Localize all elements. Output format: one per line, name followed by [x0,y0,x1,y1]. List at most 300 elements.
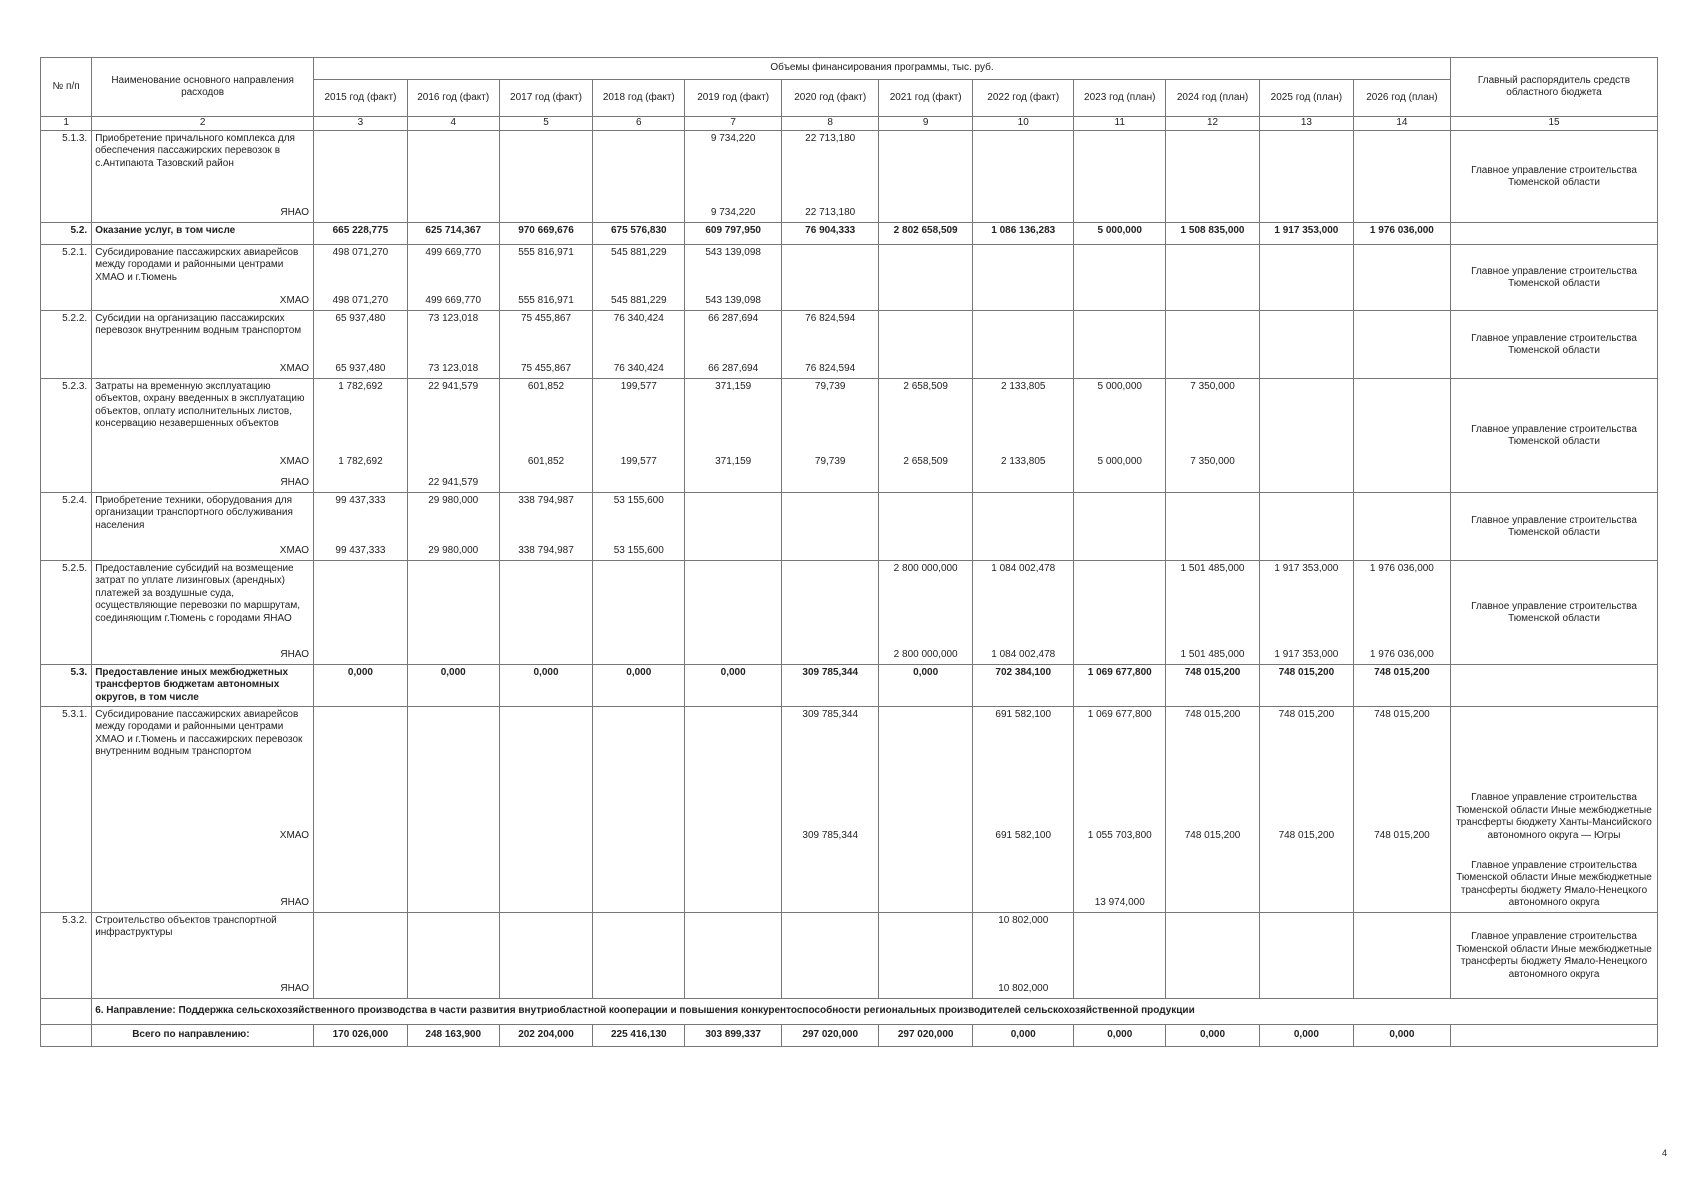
value-cell: 1 782,692 [314,378,408,450]
value-cell: 7 350,000 [1166,378,1260,450]
value-cell: 609 797,950 [685,222,782,244]
value-cell: 0,000 [685,664,782,706]
value-cell [407,952,499,998]
value-cell: 691 582,100 [973,706,1074,778]
value-cell [879,912,973,952]
header-year: 2023 год (план) [1074,80,1166,117]
value-cell: 675 576,830 [593,222,685,244]
row-name: Затраты на временную эксплуатацию объектов, охрану введенных в эксплуатацию объектов, оплату исполнительных листов, консервацию незавершенных объектов [92,378,314,450]
value-cell: 1 782,692 [314,450,408,470]
value-cell [1166,540,1260,560]
row-number: 5.2.4. [41,492,92,560]
value-cell: 2 658,509 [879,378,973,450]
row-number: 5.1.3. [41,130,92,222]
value-cell [1259,470,1353,492]
section-heading: 6. Направление: Поддержка сельскохозяйственного производства в части развития внутриобластной кооперации и повышения конкурентоспособности региональных производителей сельскохозяйственной продукции [92,998,1658,1024]
header-year: 2017 год (факт) [499,80,593,117]
value-cell: 601,852 [499,378,593,450]
value-cell: 338 794,987 [499,492,593,540]
value-cell [879,358,973,378]
region-label: ХМАО [92,540,314,560]
value-cell: 7 350,000 [1166,450,1260,470]
value-cell: 691 582,100 [973,778,1074,844]
value-cell [782,492,879,540]
region-label: ХМАО [92,778,314,844]
value-cell: 199,577 [593,450,685,470]
value-cell [1166,470,1260,492]
page-number: 4 [1661,1148,1667,1158]
value-cell: 499 669,770 [407,244,499,290]
column-number: 3 [314,117,408,131]
value-cell [1353,952,1450,998]
value-cell [1166,200,1260,222]
column-number: 4 [407,117,499,131]
value-cell [314,706,408,778]
value-cell [407,560,499,644]
value-cell [1353,358,1450,378]
distributor-cell: Главное управление строительства Тюменской области Иные межбюджетные трансферты бюджету Ямало-Ненецкого автономного округа [1451,844,1658,912]
value-cell [1259,450,1353,470]
value-cell [593,844,685,912]
value-cell [1166,290,1260,310]
value-cell [314,560,408,644]
row-name: Субсидирование пассажирских авиарейсов между городами и районными центрами ХМАО и г.Тюмень [92,244,314,290]
value-cell: 1 501 485,000 [1166,644,1260,664]
value-cell: 5 000,000 [1074,378,1166,450]
column-number: 5 [499,117,593,131]
row-name: Субсидирование пассажирских авиарейсов между городами и районными центрами ХМАО и г.Тюмень и пассажирских перевозок внутренним водным транспортом [92,706,314,778]
value-cell [1259,310,1353,358]
value-cell [973,200,1074,222]
value-cell [1074,912,1166,952]
value-cell [1166,492,1260,540]
value-cell: 543 139,098 [685,244,782,290]
value-cell: 1 069 677,800 [1074,664,1166,706]
value-cell: 309 785,344 [782,664,879,706]
value-cell: 309 785,344 [782,778,879,844]
value-cell [973,540,1074,560]
value-cell [1074,470,1166,492]
header-distributor: Главный распорядитель средств областного бюджета [1451,58,1658,117]
value-cell [593,644,685,664]
row-number: 5.2.2. [41,310,92,378]
value-cell [782,844,879,912]
column-number: 13 [1259,117,1353,131]
value-cell: 0,000 [1074,1024,1166,1046]
value-cell [593,200,685,222]
value-cell [685,844,782,912]
value-cell [973,470,1074,492]
value-cell [685,492,782,540]
header-name: Наименование основного направления расходов [92,58,314,117]
value-cell [973,244,1074,290]
row-number: 5.3.2. [41,912,92,998]
value-cell: 371,159 [685,450,782,470]
value-cell: 748 015,200 [1166,664,1260,706]
value-cell [1353,130,1450,200]
region-label: ЯНАО [92,644,314,664]
value-cell [782,244,879,290]
value-cell: 10 802,000 [973,952,1074,998]
value-cell [879,844,973,912]
value-cell: 601,852 [499,450,593,470]
value-cell [314,200,408,222]
value-cell [973,492,1074,540]
value-cell: 170 026,000 [314,1024,408,1046]
value-cell [685,560,782,644]
value-cell: 555 816,971 [499,244,593,290]
value-cell [1353,912,1450,952]
value-cell: 76 824,594 [782,310,879,358]
value-cell: 702 384,100 [973,664,1074,706]
value-cell: 297 020,000 [879,1024,973,1046]
value-cell [407,200,499,222]
distributor-cell: Главное управление строительства Тюменской области Иные межбюджетные трансферты бюджету Ханты-Мансийского автономного округа — Югры [1451,778,1658,844]
value-cell [782,470,879,492]
value-cell [1353,450,1450,470]
value-cell [1074,644,1166,664]
value-cell: 1 501 485,000 [1166,560,1260,644]
value-cell [499,560,593,644]
value-cell [407,130,499,200]
column-number: 14 [1353,117,1450,131]
value-cell [1074,310,1166,358]
value-cell: 499 669,770 [407,290,499,310]
value-cell [1259,540,1353,560]
value-cell [314,844,408,912]
value-cell: 76 340,424 [593,310,685,358]
column-number: 15 [1451,117,1658,131]
value-cell [973,358,1074,378]
value-cell: 1 069 677,800 [1074,706,1166,778]
row-number: 5.3. [41,664,92,706]
header-year: 2021 год (факт) [879,80,973,117]
value-cell [407,644,499,664]
value-cell [879,706,973,778]
value-cell [879,492,973,540]
value-cell [879,540,973,560]
region-label: ХМАО [92,450,314,470]
value-cell [1074,130,1166,200]
row-name: Оказание услуг, в том числе [92,222,314,244]
value-cell: 99 437,333 [314,540,408,560]
value-cell: 748 015,200 [1166,706,1260,778]
value-cell [685,778,782,844]
value-cell: 5 000,000 [1074,222,1166,244]
value-cell [593,778,685,844]
value-cell: 2 800 000,000 [879,560,973,644]
distributor-cell: Главное управление строительства Тюменской области [1451,244,1658,310]
region-label: ЯНАО [92,844,314,912]
value-cell: 0,000 [973,1024,1074,1046]
value-cell [1259,358,1353,378]
value-cell [499,200,593,222]
value-cell [499,470,593,492]
value-cell [1074,244,1166,290]
value-cell [1353,540,1450,560]
value-cell: 22 941,579 [407,470,499,492]
value-cell [314,912,408,952]
value-cell: 1 917 353,000 [1259,222,1353,244]
value-cell: 10 802,000 [973,912,1074,952]
value-cell: 65 937,480 [314,358,408,378]
value-cell: 543 139,098 [685,290,782,310]
value-cell: 76 340,424 [593,358,685,378]
row-name: Субсидии на организацию пассажирских перевозок внутренним водным транспортом [92,310,314,358]
value-cell [1074,560,1166,644]
value-cell [314,952,408,998]
value-cell [685,540,782,560]
value-cell [593,470,685,492]
value-cell: 73 123,018 [407,310,499,358]
distributor-cell: Главное управление строительства Тюменской области [1451,560,1658,664]
column-number: 6 [593,117,685,131]
value-cell: 1 086 136,283 [973,222,1074,244]
value-cell: 29 980,000 [407,492,499,540]
column-number: 8 [782,117,879,131]
value-cell: 498 071,270 [314,244,408,290]
value-cell [879,130,973,200]
region-label: ЯНАО [92,200,314,222]
value-cell [499,778,593,844]
row-name: Всего по направлению: [92,1024,314,1046]
value-cell: 9 734,220 [685,130,782,200]
value-cell [593,560,685,644]
value-cell [1074,540,1166,560]
row-name: Приобретение причального комплекса для обеспечения пассажирских перевозок в с.Антипаюта Тазовский район [92,130,314,200]
value-cell [314,470,408,492]
column-number: 11 [1074,117,1166,131]
value-cell: 748 015,200 [1353,778,1450,844]
column-number: 7 [685,117,782,131]
value-cell: 199,577 [593,378,685,450]
value-cell: 225 416,130 [593,1024,685,1046]
region-label: ХМАО [92,290,314,310]
header-year: 2024 год (план) [1166,80,1260,117]
header-funding: Объемы финансирования программы, тыс. руб. [314,58,1451,80]
row-number: 5.3.1. [41,706,92,912]
value-cell: 665 228,775 [314,222,408,244]
region-label: ХМАО [92,358,314,378]
distributor-cell: Главное управление строительства Тюменской области [1451,130,1658,222]
value-cell [1259,130,1353,200]
value-cell: 2 133,805 [973,450,1074,470]
value-cell: 1 976 036,000 [1353,560,1450,644]
value-cell: 79,739 [782,450,879,470]
value-cell [407,778,499,844]
region-label: ЯНАО [92,952,314,998]
value-cell: 2 802 658,509 [879,222,973,244]
value-cell [879,952,973,998]
value-cell: 555 816,971 [499,290,593,310]
value-cell [685,706,782,778]
value-cell [782,912,879,952]
row-name: Предоставление иных межбюджетных трансфертов бюджетам автономных округов, в том числе [92,664,314,706]
value-cell: 1 976 036,000 [1353,644,1450,664]
value-cell [1166,130,1260,200]
row-name: Строительство объектов транспортной инфраструктуры [92,912,314,952]
value-cell [1074,290,1166,310]
value-cell [1074,200,1166,222]
value-cell [973,290,1074,310]
value-cell [973,844,1074,912]
value-cell: 2 133,805 [973,378,1074,450]
value-cell [1353,244,1450,290]
column-number: 2 [92,117,314,131]
value-cell [1166,952,1260,998]
row-name: Предоставление субсидий на возмещение затрат по уплате лизинговых (арендных) платежей за воздушные суда, осуществляющие перевозки по маршрутам, соединяющим г.Тюмень с городами ЯНАО [92,560,314,644]
distributor-cell: Главное управление строительства Тюменской области Иные межбюджетные трансферты бюджету Ямало-Ненецкого автономного округа [1451,912,1658,998]
value-cell [879,200,973,222]
value-cell: 0,000 [593,664,685,706]
header-year: 2022 год (факт) [973,80,1074,117]
value-cell: 13 974,000 [1074,844,1166,912]
value-cell [1166,912,1260,952]
value-cell: 1 084 002,478 [973,644,1074,664]
value-cell [1353,378,1450,450]
column-number: 12 [1166,117,1260,131]
header-year: 2026 год (план) [1353,80,1450,117]
value-cell [407,450,499,470]
value-cell: 0,000 [1259,1024,1353,1046]
value-cell: 99 437,333 [314,492,408,540]
value-cell: 1 508 835,000 [1166,222,1260,244]
value-cell [1259,844,1353,912]
value-cell: 0,000 [1353,1024,1450,1046]
value-cell [1074,952,1166,998]
value-cell [782,952,879,998]
value-cell [1259,378,1353,450]
value-cell [1353,310,1450,358]
row-name: Приобретение техники, оборудования для организации транспортного обслуживания населения [92,492,314,540]
value-cell [499,130,593,200]
value-cell [1353,844,1450,912]
value-cell [1074,358,1166,378]
value-cell: 202 204,000 [499,1024,593,1046]
header-year: 2020 год (факт) [782,80,879,117]
value-cell: 22 713,180 [782,200,879,222]
value-cell: 748 015,200 [1259,778,1353,844]
row-number: 5.2.3. [41,378,92,492]
value-cell: 625 714,367 [407,222,499,244]
distributor-cell: Главное управление строительства Тюменской области [1451,492,1658,560]
value-cell: 75 455,867 [499,310,593,358]
value-cell [782,290,879,310]
value-cell: 73 123,018 [407,358,499,378]
value-cell [1259,912,1353,952]
value-cell [1259,244,1353,290]
value-cell: 0,000 [1166,1024,1260,1046]
value-cell: 75 455,867 [499,358,593,378]
distributor-cell: Главное управление строительства Тюменской области [1451,378,1658,492]
value-cell: 22 941,579 [407,378,499,450]
value-cell [1166,244,1260,290]
value-cell: 1 084 002,478 [973,560,1074,644]
value-cell: 1 917 353,000 [1259,644,1353,664]
value-cell: 0,000 [407,664,499,706]
distributor-cell: Главное управление строительства Тюменской области [1451,310,1658,378]
region-label: ЯНАО [92,470,314,492]
value-cell: 9 734,220 [685,200,782,222]
value-cell: 545 881,229 [593,244,685,290]
value-cell: 0,000 [314,664,408,706]
value-cell [407,844,499,912]
value-cell: 76 824,594 [782,358,879,378]
value-cell [1166,358,1260,378]
value-cell [685,470,782,492]
value-cell: 748 015,200 [1353,706,1450,778]
header-year: 2015 год (факт) [314,80,408,117]
value-cell: 0,000 [499,664,593,706]
value-cell [593,952,685,998]
value-cell: 76 904,333 [782,222,879,244]
value-cell [499,706,593,778]
value-cell: 2 800 000,000 [879,644,973,664]
value-cell [499,644,593,664]
value-cell [1166,844,1260,912]
value-cell: 748 015,200 [1259,664,1353,706]
value-cell [314,644,408,664]
value-cell: 748 015,200 [1166,778,1260,844]
value-cell: 66 287,694 [685,310,782,358]
value-cell [499,952,593,998]
value-cell [1353,492,1450,540]
value-cell [1353,290,1450,310]
financing-table [40,57,1658,1047]
value-cell: 1 976 036,000 [1353,222,1450,244]
row-number: 5.2.1. [41,244,92,310]
row-number: 5.2.5. [41,560,92,664]
header-year: 2019 год (факт) [685,80,782,117]
header-year: 2016 год (факт) [407,80,499,117]
value-cell: 748 015,200 [1259,706,1353,778]
column-number: 10 [973,117,1074,131]
header-year: 2018 год (факт) [593,80,685,117]
value-cell: 1 917 353,000 [1259,560,1353,644]
value-cell: 545 881,229 [593,290,685,310]
value-cell [685,952,782,998]
value-cell [879,778,973,844]
value-cell: 498 071,270 [314,290,408,310]
value-cell [1259,290,1353,310]
value-cell [593,912,685,952]
value-cell: 748 015,200 [1353,664,1450,706]
value-cell: 303 899,337 [685,1024,782,1046]
value-cell [879,290,973,310]
value-cell [685,912,782,952]
value-cell [593,706,685,778]
value-cell [879,310,973,358]
column-number: 1 [41,117,92,131]
value-cell: 970 669,676 [499,222,593,244]
value-cell [1259,200,1353,222]
value-cell [1353,470,1450,492]
value-cell [782,644,879,664]
value-cell: 79,739 [782,378,879,450]
value-cell [973,310,1074,358]
value-cell [593,130,685,200]
value-cell [1074,492,1166,540]
value-cell: 1 055 703,800 [1074,778,1166,844]
value-cell: 248 163,900 [407,1024,499,1046]
value-cell: 371,159 [685,378,782,450]
value-cell [973,130,1074,200]
header-year: 2025 год (план) [1259,80,1353,117]
value-cell: 309 785,344 [782,706,879,778]
value-cell: 53 155,600 [593,540,685,560]
value-cell: 2 658,509 [879,450,973,470]
value-cell [499,844,593,912]
